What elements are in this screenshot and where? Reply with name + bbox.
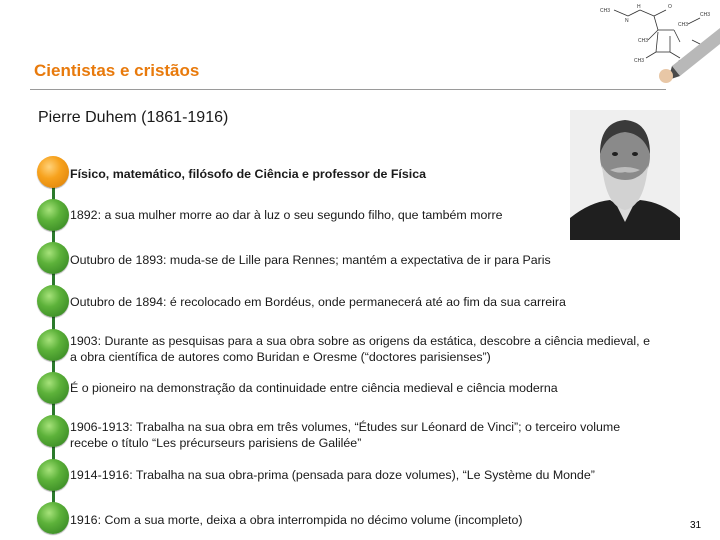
timeline-bullet — [37, 372, 69, 404]
timeline-item: 1914-1916: Trabalha na sua obra-prima (pensada para doze volumes), “Le Système du Monde” — [70, 468, 595, 482]
timeline-bullet — [37, 329, 69, 361]
timeline-bullet — [37, 459, 69, 491]
atom-label: CH3 — [678, 22, 689, 28]
timeline-bullet — [37, 415, 69, 447]
timeline-bullet — [37, 285, 69, 317]
chemical-structure-logo — [588, 0, 720, 92]
slide-subtitle: Pierre Duhem (1861-1916) — [38, 109, 229, 126]
title-divider — [30, 89, 666, 90]
atom-label: CH3 — [634, 58, 645, 64]
slide-title: Cientistas e cristãos — [34, 61, 200, 80]
timeline-bullet — [37, 199, 69, 231]
timeline-item: 1916: Com a sua morte, deixa a obra interrompida no décimo volume (incompleto) — [70, 513, 523, 527]
timeline-bullet — [37, 156, 69, 188]
timeline-item: 1903: Durante as pesquisas para a sua obra sobre as origens da estática, descobre a ciência medieval, e a obra científica de autores como Buridan e Oresme (“doctores parisienses”) — [70, 334, 650, 364]
pen-icon — [659, 28, 720, 83]
atom-label: N — [625, 18, 629, 24]
timeline-bullet — [37, 502, 69, 534]
timeline-bullet — [37, 242, 69, 274]
timeline-item: É o pioneiro na demonstração da continuidade entre ciência medieval e ciência moderna — [70, 381, 558, 395]
timeline-item: Físico, matemático, filósofo de Ciência e professor de Física — [70, 167, 426, 181]
timeline-item: 1892: a sua mulher morre ao dar à luz o seu segundo filho, que também morre — [70, 208, 503, 222]
atom-label: H — [637, 4, 641, 10]
atom-label: O — [668, 4, 672, 10]
timeline-item: Outubro de 1894: é recolocado em Bordéus, onde permanecerá até ao fim da sua carreira — [70, 295, 566, 309]
atom-label: CH3 — [638, 38, 649, 44]
page-number: 31 — [690, 520, 702, 531]
timeline-item: 1906-1913: Trabalha na sua obra em três volumes, “Études sur Léonard de Vinci”; o terceiro volume recebe o título “Les précurseurs parisiens de Galilée” — [70, 420, 621, 450]
timeline-item: Outubro de 1893: muda-se de Lille para Rennes; mantém a expectativa de ir para Paris — [70, 253, 551, 267]
atom-label: CH3 — [600, 8, 611, 14]
atom-label: CH3 — [700, 12, 711, 18]
